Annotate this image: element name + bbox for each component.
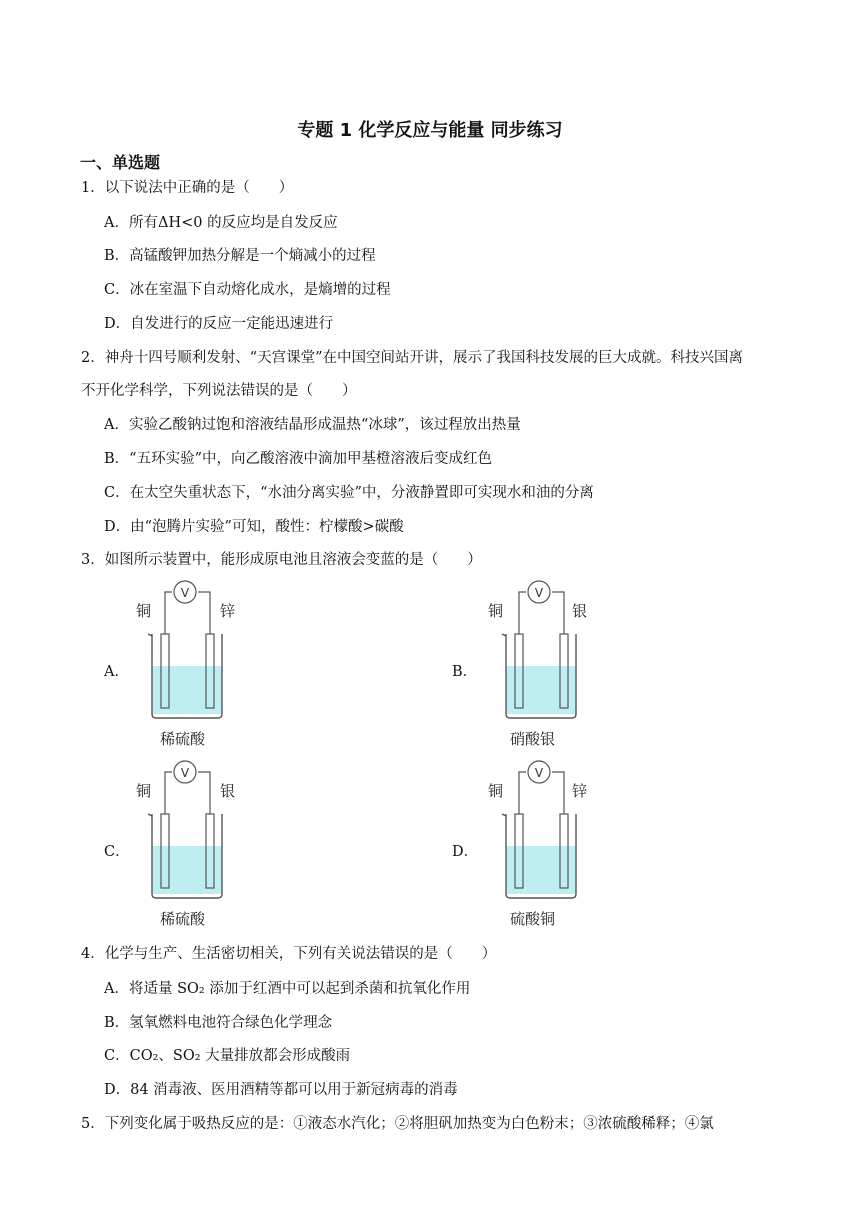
- question-3-option-d-label: D．: [452, 844, 479, 860]
- question-1-option-b: B．高锰酸钾加热分解是一个熵减小的过程: [104, 248, 376, 264]
- question-2-option-b: B．“五环实验”中，向乙酸溶液中滴加甲基橙溶液后变成红色: [104, 451, 492, 467]
- electrode-right-label: 银: [572, 602, 588, 620]
- solution-label: 稀硫酸: [160, 910, 206, 928]
- question-1-option-c: C．冰在室温下自动熔化成水，是熵增的过程: [104, 282, 391, 298]
- question-2-stem-line2: 不开化学科学，下列说法错误的是（ ）: [81, 383, 357, 399]
- apparatus-b: [486, 578, 616, 753]
- electrode-left-label: 铜: [136, 602, 152, 620]
- apparatus-d: [486, 758, 616, 933]
- question-3-stem: 3．如图所示装置中，能形成原电池且溶液会变蓝的是（ ）: [81, 552, 482, 568]
- question-5-stem: 5．下列变化属于吸热反应的是：①液态水汽化；②将胆矾加热变为白色粉末；③浓硫酸稀释；④氯: [81, 1116, 714, 1132]
- page-title: 专题 1 化学反应与能量 同步练习: [297, 120, 563, 141]
- solution-label: 稀硫酸: [160, 730, 206, 748]
- electrode-left-label: 铜: [488, 602, 504, 620]
- svg-text:V: V: [180, 766, 190, 780]
- question-4-option-a: A．将适量 SO₂ 添加于红酒中可以起到杀菌和抗氧化作用: [104, 981, 471, 997]
- galvanic-cell-diagram: [486, 758, 616, 903]
- question-2-option-a: A．实验乙酸钠过饱和溶液结晶形成温热“冰球”，该过程放出热量: [104, 417, 521, 433]
- electrode-left-label: 铜: [488, 782, 504, 800]
- question-2-option-d: D．由“泡腾片实验”可知，酸性：柠檬酸>碳酸: [104, 519, 404, 535]
- question-2-option-c: C．在太空失重状态下，“水油分离实验”中，分液静置即可实现水和油的分离: [104, 485, 594, 501]
- apparatus-a: [132, 578, 262, 753]
- electrode-left-label: 铜: [136, 782, 152, 800]
- question-3-option-a-label: A．: [104, 664, 129, 680]
- question-3-option-b-label: B．: [452, 664, 478, 680]
- question-4-option-c: C．CO₂、SO₂ 大量排放都会形成酸雨: [104, 1048, 351, 1064]
- question-4-stem: 4．化学与生产、生活密切相关，下列有关说法错误的是（ ）: [81, 946, 497, 962]
- section-heading: 一、单选题: [80, 153, 161, 172]
- question-4-option-d: D．84 消毒液、医用酒精等都可以用于新冠病毒的消毒: [104, 1082, 458, 1098]
- galvanic-cell-diagram: [486, 578, 616, 723]
- svg-text:V: V: [534, 766, 544, 780]
- galvanic-cell-diagram: [132, 578, 262, 723]
- question-2-stem-line1: 2．神舟十四号顺利发射、“天宫课堂”在中国空间站开讲，展示了我国科技发展的巨大成就。科技兴国离: [81, 350, 744, 366]
- question-1-option-d: D．自发进行的反应一定能迅速进行: [104, 316, 334, 332]
- svg-text:V: V: [180, 586, 190, 600]
- svg-text:V: V: [534, 586, 544, 600]
- electrode-right-label: 锌: [572, 782, 588, 800]
- apparatus-c: [132, 758, 262, 933]
- question-1-option-a: A．所有ΔH<0 的反应均是自发反应: [104, 215, 338, 231]
- question-3-option-c-label: C．: [104, 844, 130, 860]
- solution-label: 硝酸银: [510, 730, 556, 748]
- electrode-right-label: 银: [220, 782, 236, 800]
- electrode-right-label: 锌: [220, 602, 236, 620]
- galvanic-cell-diagram: [132, 758, 262, 903]
- question-4-option-b: B．氢氧燃料电池符合绿色化学理念: [104, 1015, 333, 1031]
- solution-label: 硫酸铜: [510, 910, 556, 928]
- question-1-stem: 1．以下说法中正确的是（ ）: [81, 180, 294, 196]
